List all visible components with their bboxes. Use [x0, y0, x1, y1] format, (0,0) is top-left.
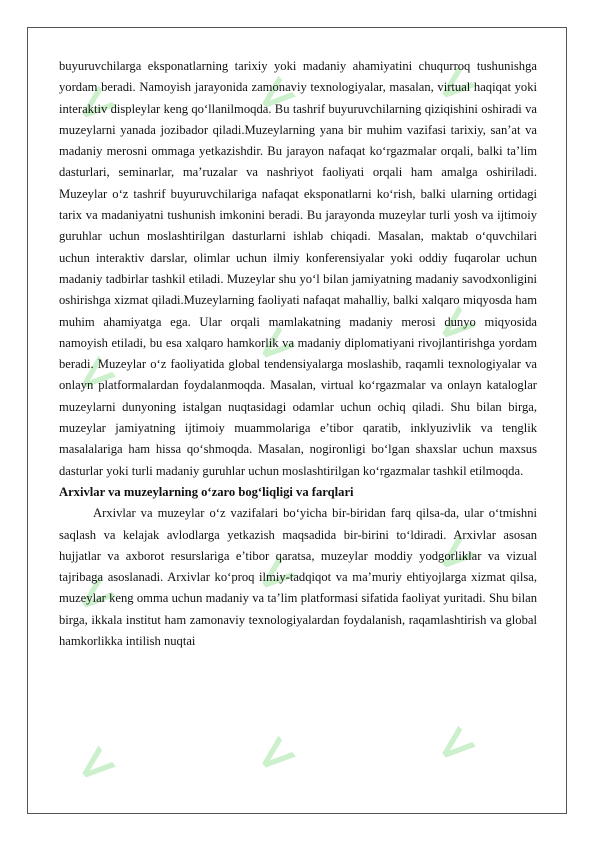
watermark-mark: <: [241, 60, 309, 130]
watermark-mark: <: [241, 720, 309, 790]
watermark-mark: <: [241, 310, 309, 380]
watermark-mark: <: [61, 560, 129, 630]
watermark-mark: <: [61, 70, 129, 140]
body-paragraph: buyuruvchilarga eksponatlarning tarixiy yoki madaniy ahamiyatini chuqurroq tushunishga yordam beradi. Namoyish jarayonida zamonaviy texnologiyalar, masalan, virtual haqiqat yoki interaktiv displeylar keng qo‘llanilmoqda. Bu tashrif buyuruvchilarning qiziqishini oshiradi va muzeylarni yanada jozibador qiladi.Muzeylarning yana bir muhim vazifasi tarixiy, san’at va madaniy merosni ommaga yetkazishdir. Bu jarayon nafaqat ko‘rgazmalar orqali, balki ta’lim dasturlari, seminarlar, ma’ruzalar va nashriyot faoliyati orqali ham amalga oshiriladi. Muzeylar o‘z tashrif buyuruvchilariga nafaqat eksponatlarni ko‘rish, balki ularning ortidagi tarix va madaniyatni tushunish imkonini beradi. Bu jarayonda muzeylar turli yosh va ijtimoiy guruhlar uchun moslashtirilgan dasturlarni ishlab chiqadi. Masalan, maktab o‘quvchilari uchun interaktiv darslar, olimlar uchun ilmiy konferensiyalar yoki oddiy fuqarolar uchun madaniy tadbirlar tashkil etiladi. Muzeylar shu yo‘l bilan jamiyatning madaniy savodxonligini oshirishga xizmat qiladi.Muzeylarning faoliyati nafaqat mahalliy, balki xalqaro miqyosda ham muhim ahamiyatga ega. Ular orqali mamlakatning madaniy merosi dunyo miqyosida namoyish etiladi, bu esa xalqaro hamkorlik va madaniy diplomatiyani rivojlantirishga yordam beradi. Muzeylar o‘z faoliyatida global tendensiyalarga moslashib, raqamli texnologiyalar va onlayn platformalardan foydalanmoqda. Masalan, virtual ko‘rgazmalar va onlayn kataloglar muzeylarni dunyoning istalgan nuqtasidagi odamlar uchun ochiq qiladi. Shu bilan birga, muzeylar jamiyatning ijtimoiy muammolariga e’tibor qaratib, inklyuzivlik va tenglik masalalariga ham hissa qo‘shmoqda. Masalan, nogironligi bo‘lgan shaxslar uchun maxsus dasturlar yoki turli madaniy guruhlar uchun moslashtirilgan ko‘rgazmalar tashkil etilmoqda.: [59, 59, 537, 478]
watermark-mark: <: [421, 50, 489, 120]
watermark-mark: <: [61, 730, 129, 800]
watermark-mark: <: [421, 290, 489, 360]
document-body: [59, 56, 537, 652]
watermark-mark: <: [241, 540, 309, 610]
body-paragraph: Arxivlar va muzeylar o‘z vazifalari bo‘yicha bir-biridan farq qilsa-da, ular o‘tmishni saqlash va kelajak avlodlarga yetkazish maqsadida bir-birini to‘ldiradi. Arxivlar asosan hujjatlar va axborot resurslariga e’tibor qaratsa, muzeylar moddiy yodgorliklar va vizual tajribaga asoslanadi. Arxivlar ko‘proq ilmiy-tadqiqot va ma’muriy ehtiyojlarga xizmat qilsa, muzeylar keng omma uchun madaniy va ta’lim platformasi sifatida faoliyat yuritadi. Shu bilan birga, ikkala institut ham zamonaviy texnologiyalardan foydalanish, raqamlashtirish va global hamkorlikka intilish nuqtai: [59, 506, 537, 649]
watermark-mark: <: [61, 340, 129, 410]
watermark-mark: <: [421, 710, 489, 780]
watermark-mark: <: [421, 520, 489, 590]
section-heading: Arxivlar va muzeylarning o‘zaro bog‘liqligi va farqlari: [59, 484, 354, 499]
